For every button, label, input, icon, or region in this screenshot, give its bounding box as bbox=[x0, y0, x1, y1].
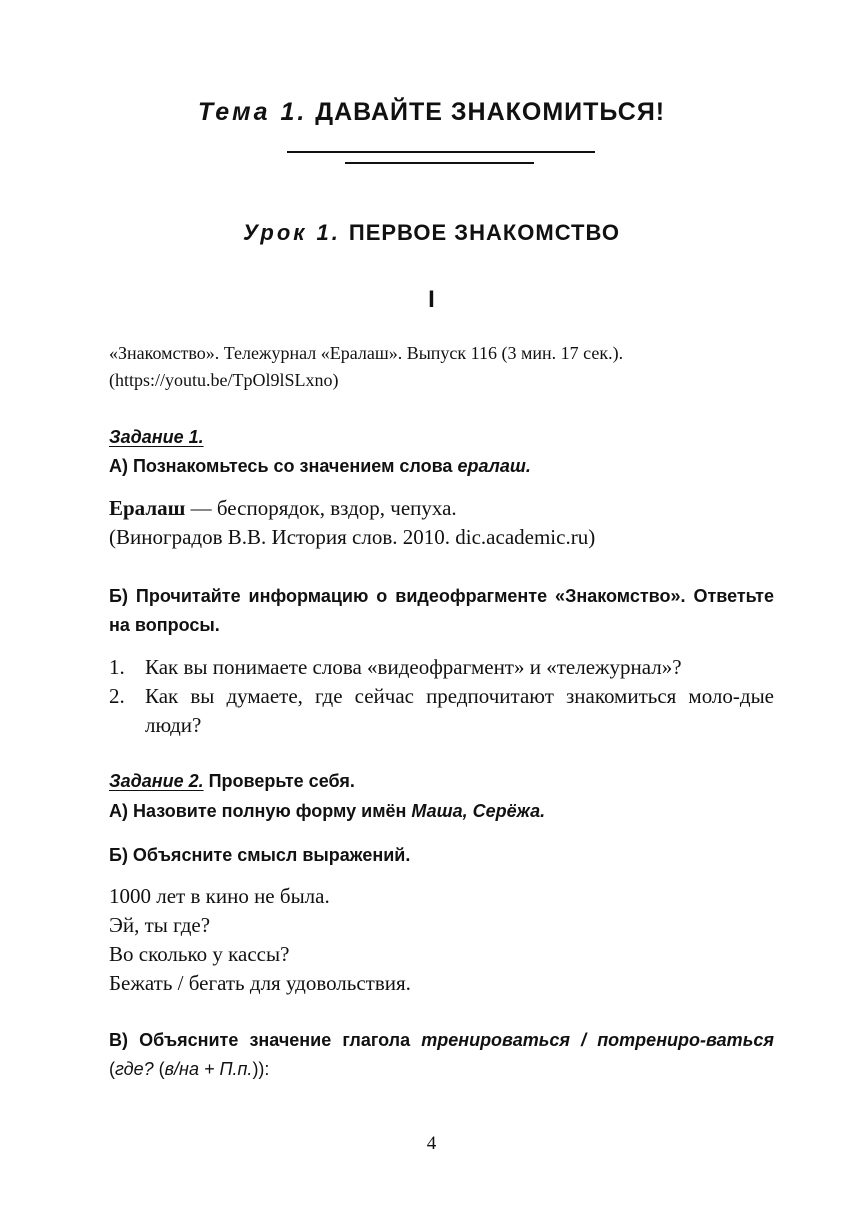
task2-v-text: В) Объясните значение глагола bbox=[109, 1030, 422, 1050]
task1-a-text: А) Познакомьтесь со значением слова bbox=[109, 456, 458, 476]
title-rule-long bbox=[287, 151, 595, 153]
page-number: 4 bbox=[426, 1133, 437, 1154]
theme-label: Тема 1. bbox=[197, 98, 308, 126]
source-line: «Знакомство». Тележурнал «Ералаш». Выпуск 116 (3 мин. 17 сек.). bbox=[109, 343, 624, 363]
list-item bbox=[109, 682, 774, 740]
task2-label-rest: Проверьте себя. bbox=[203, 771, 355, 791]
task1-b: Б) Прочитайте информацию о видеофрагменте «Знакомство». Ответьте на вопросы. bbox=[109, 586, 774, 635]
lesson-label: Урок 1. bbox=[243, 220, 341, 245]
question-number: 2. bbox=[109, 684, 125, 708]
task2-a-names: Маша, Серёжа. bbox=[411, 801, 546, 821]
theme-heading: ДАВАЙТЕ ЗНАКОМИТЬСЯ! bbox=[315, 98, 666, 126]
phrase-item: Бежать / бегать для удовольствия. bbox=[109, 971, 411, 995]
phrase-item: 1000 лет в кино не была. bbox=[109, 884, 330, 908]
section-numeral: I bbox=[428, 286, 435, 313]
lesson-title bbox=[0, 220, 863, 246]
task2-v-case: в/на + П.п. bbox=[164, 1059, 253, 1079]
task1-a-word: ералаш. bbox=[457, 456, 531, 476]
definition-text: — беспорядок, вздор, чепуха. bbox=[185, 496, 457, 520]
theme-title bbox=[0, 98, 863, 127]
definition-line bbox=[109, 494, 774, 523]
definition-block bbox=[109, 494, 774, 552]
paren-close: )): bbox=[252, 1059, 270, 1079]
task1-label: Задание 1. bbox=[109, 427, 204, 447]
task2-label: Задание 2. bbox=[109, 771, 204, 791]
task2-a bbox=[109, 797, 774, 826]
question-number: 1. bbox=[109, 655, 125, 679]
paren-open-2: ( bbox=[153, 1059, 165, 1079]
phrase-item: Во сколько у кассы? bbox=[109, 942, 290, 966]
task2-v-question: где? bbox=[115, 1059, 154, 1079]
phrase-item: Эй, ты где? bbox=[109, 913, 211, 937]
paren-open: ( bbox=[109, 1059, 115, 1079]
task2-header bbox=[109, 767, 774, 796]
list-item bbox=[109, 653, 774, 682]
definition-term: Ералаш bbox=[109, 496, 186, 520]
phrase-list bbox=[109, 882, 774, 998]
task2-a-text: А) Назовите полную форму имён bbox=[109, 801, 412, 821]
task2-b: Б) Объясните смысл выражений. bbox=[109, 845, 411, 865]
source-reference bbox=[109, 340, 623, 394]
task2-v bbox=[109, 1026, 774, 1084]
question-list bbox=[109, 653, 774, 740]
question-text: Как вы думаете, где сейчас предпочитают знакомиться моло-дые люди? bbox=[145, 684, 774, 737]
question-text: Как вы понимаете слова «видеофрагмент» и «тележурнал»? bbox=[145, 655, 682, 679]
lesson-heading: ПЕРВОЕ ЗНАКОМСТВО bbox=[348, 220, 620, 245]
source-link: (https://youtu.be/TpOl9lSLxno) bbox=[109, 370, 339, 390]
title-rule-short bbox=[345, 162, 534, 164]
definition-citation: (Виноградов В.В. История слов. 2010. dic.academic.ru) bbox=[109, 525, 596, 549]
task2-v-verb: тренироваться / потрениро-ваться bbox=[421, 1030, 774, 1050]
task1-a bbox=[109, 452, 774, 481]
